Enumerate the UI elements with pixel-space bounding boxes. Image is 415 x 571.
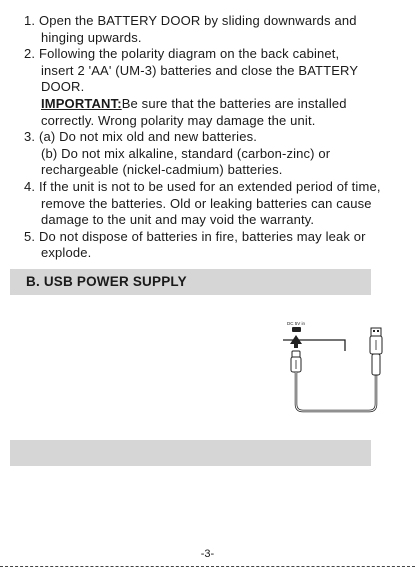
insert-arrow-icon — [290, 335, 302, 348]
instruction-4 — [24, 179, 409, 229]
page-number: -3- — [200, 548, 215, 560]
important-note — [39, 96, 409, 113]
instruction-number: 1. — [24, 13, 36, 28]
instruction-line: Following the polarity diagram on the back cabinet, — [39, 46, 340, 62]
instruction-number: 2. — [24, 46, 36, 62]
important-label: IMPORTANT: — [41, 95, 122, 111]
micro-usb-plug-icon — [291, 351, 301, 372]
usb-cable-inner — [296, 372, 376, 411]
instruction-line: (a) Do not mix old and new batteries. — [39, 129, 257, 145]
instruction-line: damage to the unit and may void the warranty. — [41, 212, 315, 228]
instruction-number: 5. — [24, 228, 36, 244]
instruction-line: Do not dispose of batteries in fire, batteries may leak or — [39, 228, 366, 244]
important-note-continued: correctly. Wrong polarity may damage the unit. — [41, 112, 316, 128]
usb-cable — [296, 372, 376, 411]
section-b-title: B. USB POWER SUPPLY — [26, 274, 187, 289]
section-c-header — [10, 440, 371, 466]
instruction-line: hinging upwards. — [41, 29, 142, 45]
instruction-1 — [24, 13, 409, 46]
instruction-line: insert 2 'AA' (UM-3) batteries and close the BATTERY — [41, 62, 359, 78]
instruction-number: 4. — [24, 178, 36, 194]
port-label: DC 5V in — [287, 321, 306, 326]
section-b-header — [10, 269, 371, 295]
footer-rule — [0, 566, 415, 567]
instruction-line: remove the batteries. Old or leaking batteries can cause — [41, 195, 372, 211]
instruction-2 — [24, 46, 409, 129]
instruction-line: (b) Do not mix alkaline, standard (carbon-zinc) or — [41, 145, 331, 161]
instruction-line: explode. — [41, 245, 92, 261]
instruction-number: 3. — [24, 129, 36, 145]
usb-connection-diagram — [279, 318, 389, 416]
instruction-line: DOOR. — [41, 79, 85, 95]
instruction-line: If the unit is not to be used for an extended period of time, — [39, 178, 381, 194]
important-text: Be sure that the batteries are installed — [121, 95, 347, 111]
instruction-5 — [24, 229, 409, 262]
instruction-line: Open the BATTERY DOOR by sliding downwards and — [39, 13, 357, 28]
usb-a-plug-icon — [370, 328, 382, 375]
battery-instructions — [24, 13, 409, 262]
instruction-line: rechargeable (nickel-cadmium) batteries. — [41, 162, 283, 178]
instruction-3 — [24, 129, 409, 179]
dc-port-icon — [292, 327, 301, 332]
